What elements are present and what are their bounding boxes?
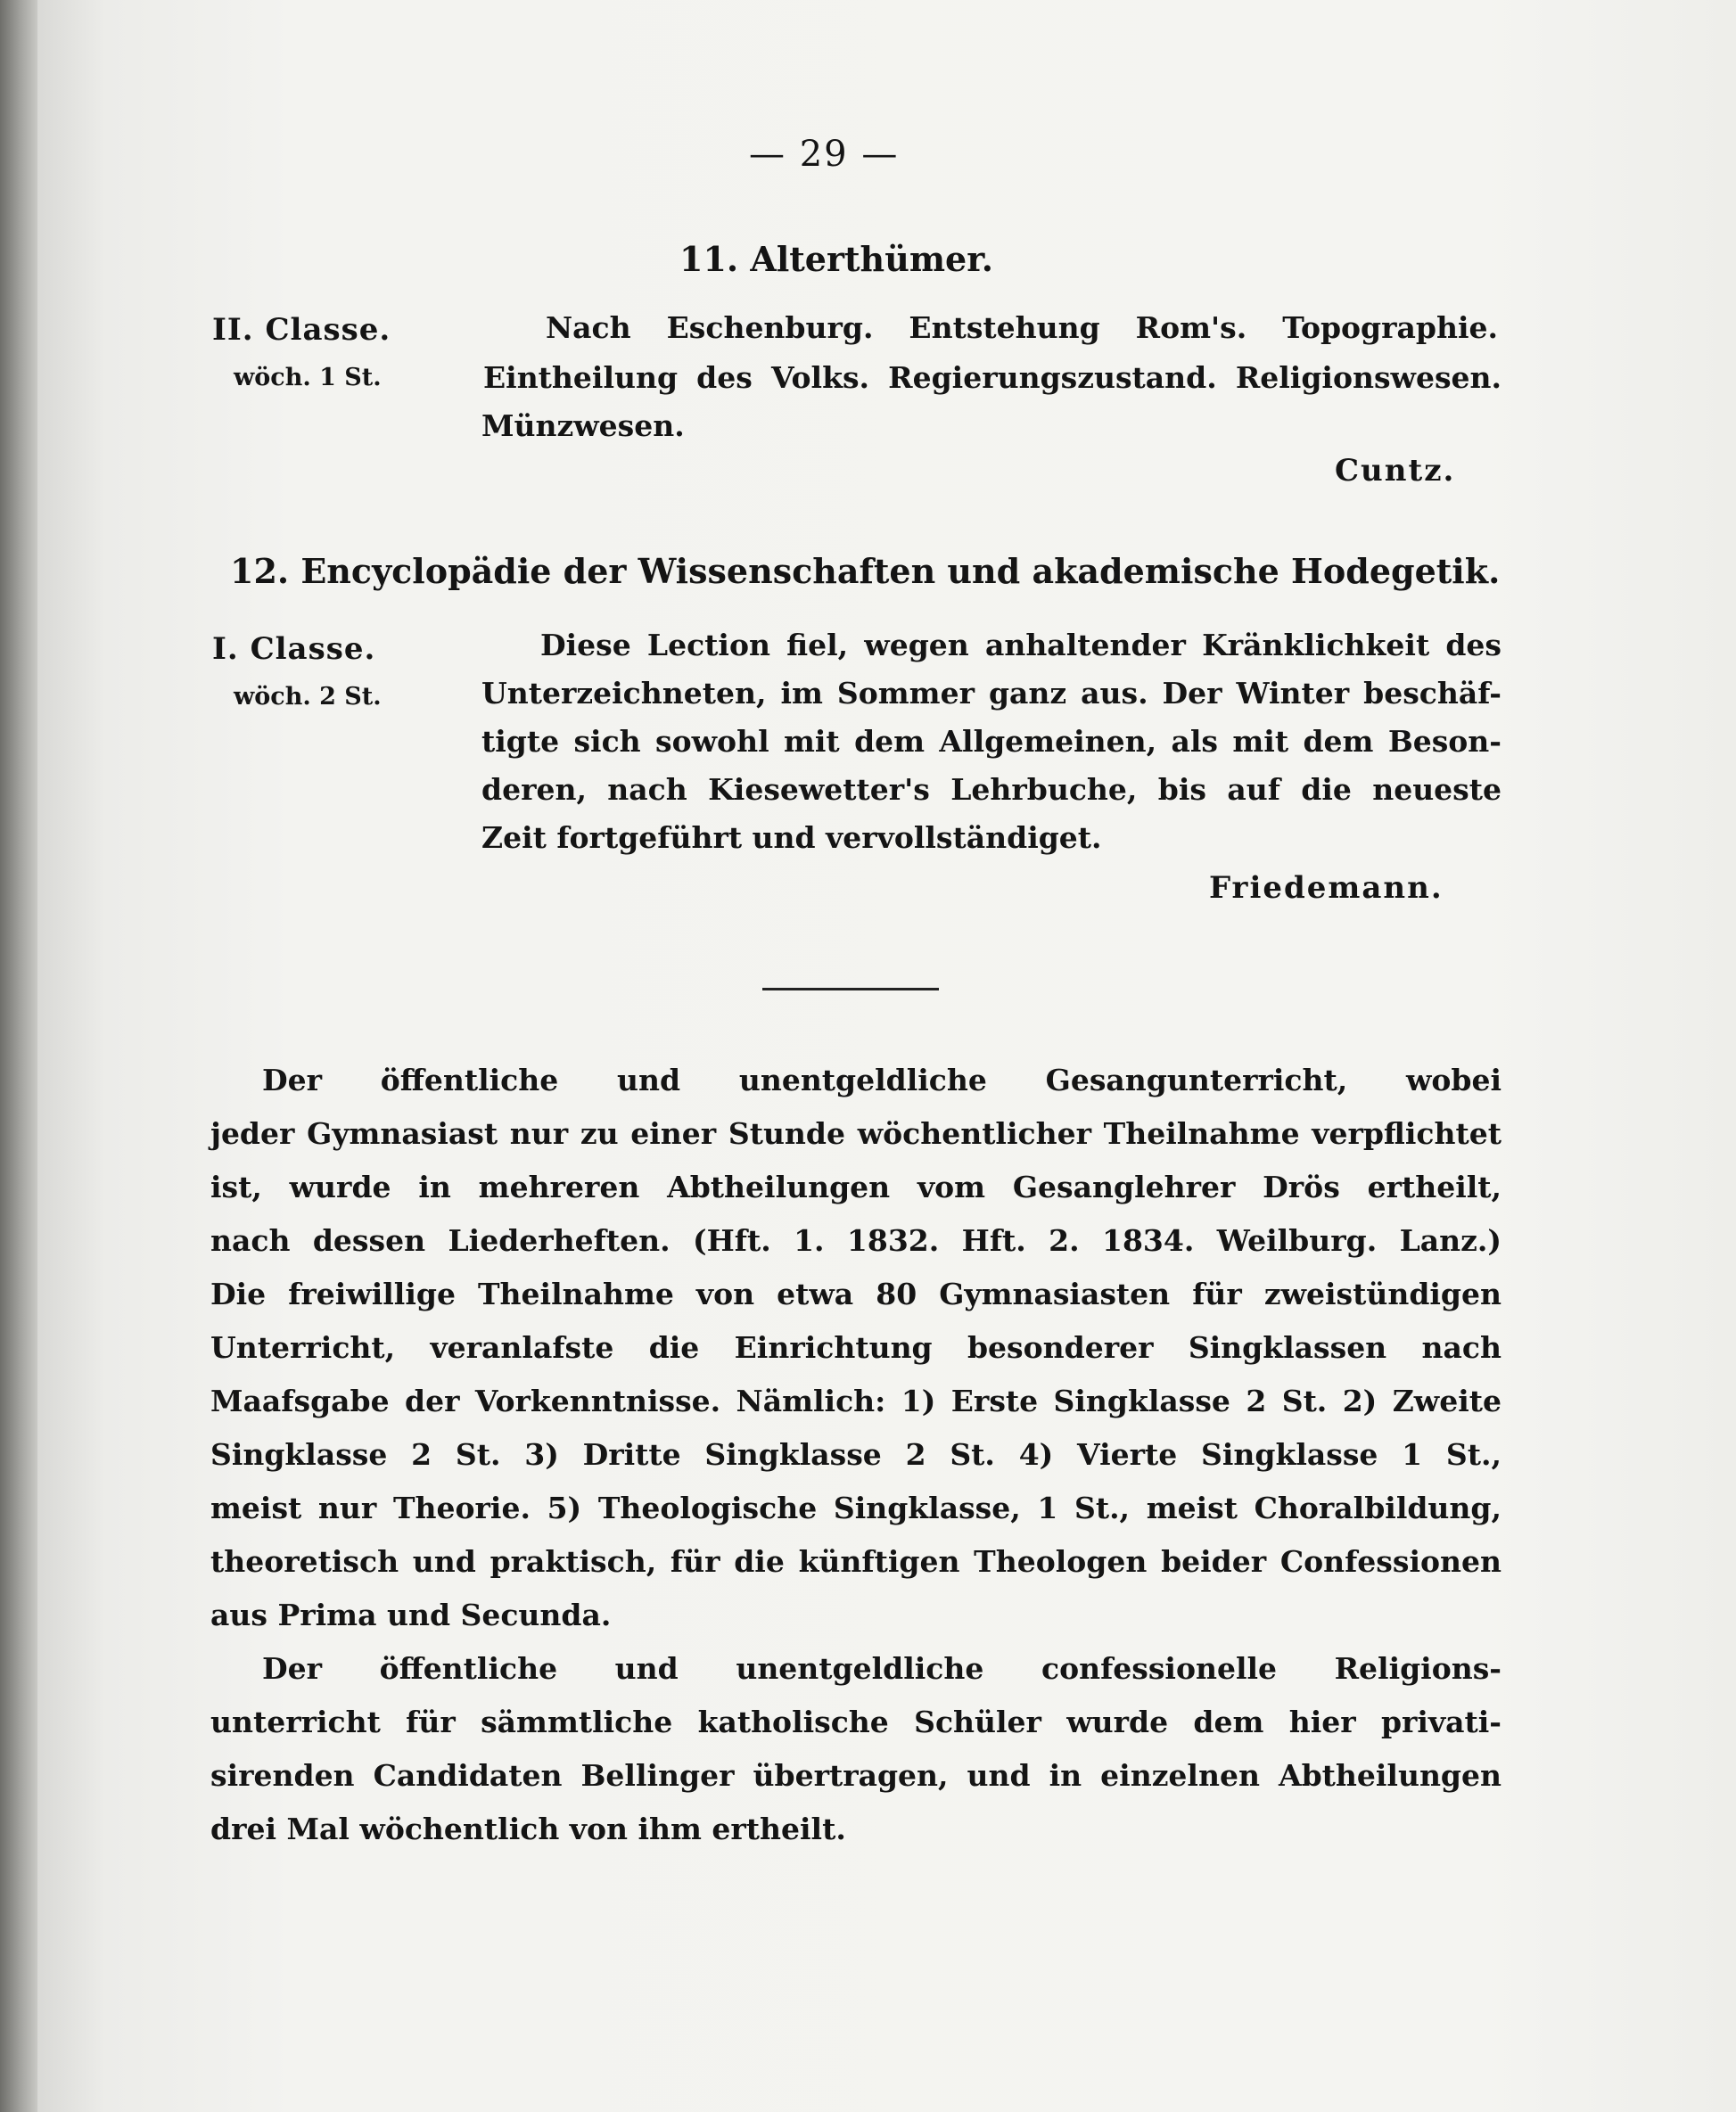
section-12-class-label: I. Classe. <box>212 631 376 667</box>
section-11-class-label: II. Classe. <box>212 312 391 348</box>
paragraph-2-line-2: unterricht für sämmtliche katholische Schüler wurde dem hier privati- <box>210 1705 1502 1739</box>
paragraph-1-line-8: Singklasse 2 St. 3) Dritte Singklasse 2 St. 4) Vierte Singklasse 1 St., <box>210 1437 1502 1472</box>
paragraph-2-line-3: sirenden Candidaten Bellinger übertragen, und in einzelnen Abtheilungen <box>210 1758 1502 1793</box>
paragraph-1-line-7: Maafsgabe der Vorkenntnisse. Nämlich: 1) Erste Singklasse 2 St. 2) Zweite <box>210 1384 1502 1418</box>
paragraph-1-line-2: jeder Gymnasiast nur zu einer Stunde wöchentlicher Theilnahme verpflichtet <box>210 1116 1502 1151</box>
paragraph-1-line-6: Unterricht, veranlafste die Einrichtung besonderer Singklassen nach <box>210 1330 1502 1365</box>
section-12-line-5: Zeit fortgeführt und vervollständiget. <box>481 820 1102 855</box>
paragraph-1-line-5: Die freiwillige Theilnahme von etwa 80 Gymnasiasten für zweistündigen <box>210 1277 1502 1311</box>
paragraph-2-line-4: drei Mal wöchentlich von ihm ertheilt. <box>210 1812 846 1846</box>
section-12-line-3: tigte sich sowohl mit dem Allgemeinen, als mit dem Beson- <box>481 724 1502 759</box>
paragraph-1-line-9: meist nur Theorie. 5) Theologische Singklasse, 1 St., meist Choralbildung, <box>210 1491 1502 1525</box>
section-12-line-2: Unterzeichneten, im Sommer ganz aus. Der Winter beschäf- <box>481 676 1502 711</box>
section-11-line-3: Münzwesen. <box>481 408 685 443</box>
paragraph-1-line-1: Der öffentliche und unentgeldliche Gesangunterricht, wobei <box>262 1063 1502 1097</box>
section-divider <box>762 988 939 990</box>
book-gutter <box>0 0 37 2112</box>
paragraph-1-line-11: aus Prima und Secunda. <box>210 1598 612 1632</box>
section-12-line-1: Diese Lection fiel, wegen anhaltender Kränklichkeit des <box>540 628 1502 662</box>
section-11-line-2: Eintheilung des Volks. Regierungszustand. Religionswesen. <box>483 360 1502 395</box>
paragraph-1-line-4: nach dessen Liederheften. (Hft. 1. 1832. Hft. 2. 1834. Weilburg. Lanz.) <box>210 1223 1502 1258</box>
section-12-line-4: deren, nach Kiesewetter's Lehrbuche, bis auf die neueste <box>481 772 1502 807</box>
paragraph-2-line-1: Der öffentliche und unentgeldliche confessionelle Religions- <box>262 1651 1502 1686</box>
section-12-hours: wöch. 2 St. <box>234 683 382 711</box>
section-11-heading: 11. Alterthümer. <box>679 239 993 279</box>
section-11-line-1: Nach Eschenburg. Entstehung Rom's. Topographie. <box>546 310 1498 345</box>
paragraph-1-line-10: theoretisch und praktisch, für die künftigen Theologen beider Confessionen <box>210 1544 1502 1579</box>
paragraph-1-line-3: ist, wurde in mehreren Abtheilungen vom Gesanglehrer Drös ertheilt, <box>210 1170 1502 1204</box>
page-number: — 29 — <box>749 134 900 175</box>
section-11-hours: wöch. 1 St. <box>234 364 382 391</box>
section-12-heading: 12. Encyclopädie der Wissenschaften und akademische Hodegetik. <box>230 551 1501 591</box>
section-11-signature: Cuntz. <box>1335 453 1456 489</box>
section-12-signature: Friedemann. <box>1209 870 1444 906</box>
